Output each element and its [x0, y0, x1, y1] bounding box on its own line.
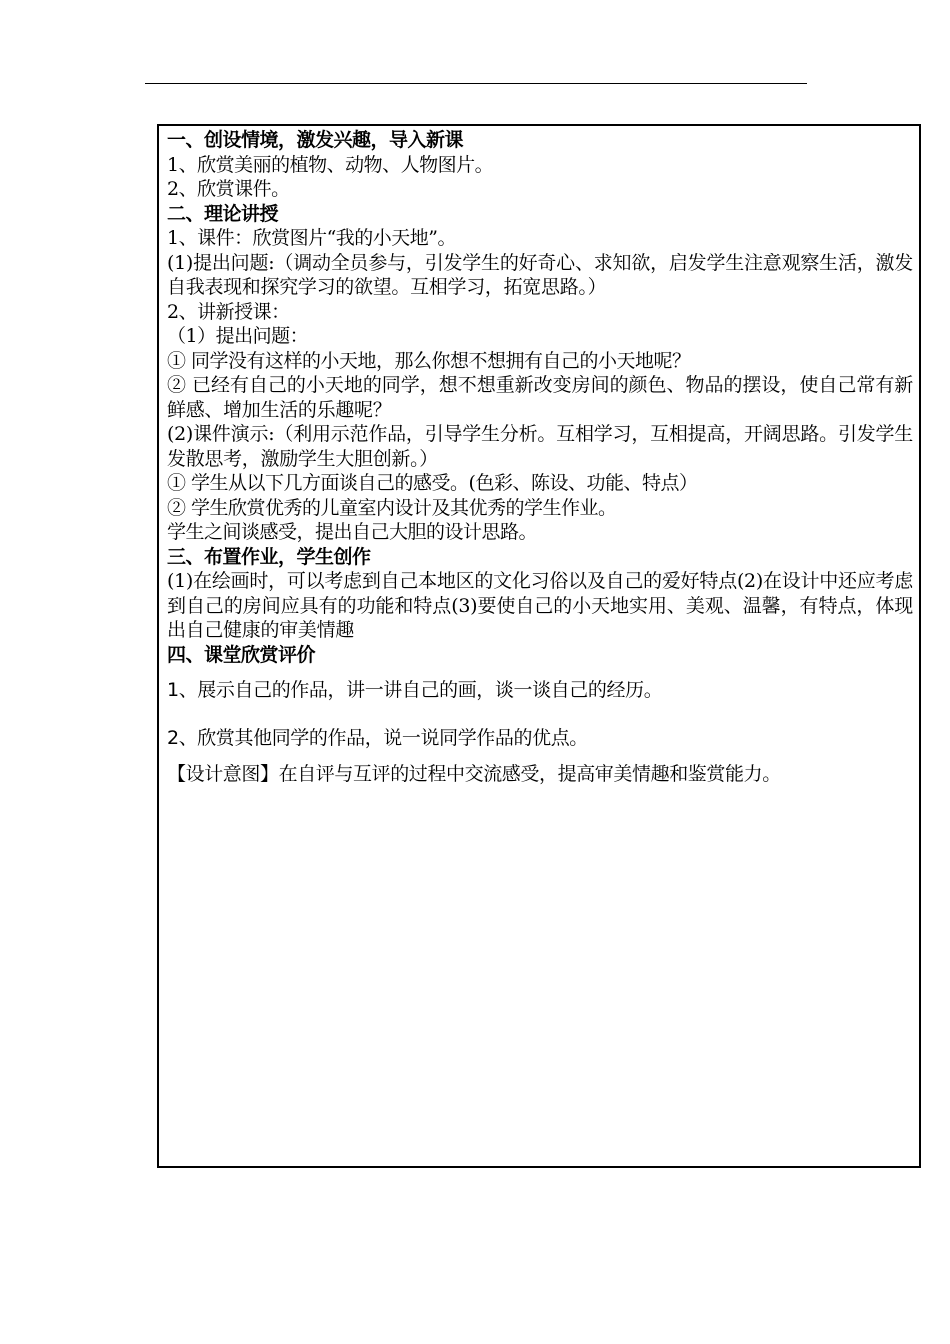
- section1-heading: 一、创设情境，激发兴趣，导入新课: [167, 129, 464, 151]
- section2-item-2-question: （1）提出问题：: [167, 325, 309, 347]
- section4-heading: 四、课堂欣赏评价: [167, 643, 316, 666]
- header-rule: [145, 83, 807, 84]
- section1-item-1: 1、欣赏美丽的植物、动物、人物图片。: [167, 153, 494, 176]
- demo-point-1: ① 学生从以下几方面谈自己的感受。(色彩、陈设、功能、特点）: [167, 472, 698, 494]
- section2-item-2: 2、讲新授课：: [167, 300, 290, 323]
- section2-heading: 二、理论讲授: [167, 202, 279, 225]
- evaluation-2: 2、欣赏其他同学的作品，说一说同学作品的优点。: [167, 727, 588, 749]
- section2-item-1-question: (1)提出问题:（调动全员参与，引发学生的好奇心、求知欲，启发学生注意观察生活，激发自我表现和探究学习的欲望。互相学习，拓宽思路。）: [167, 251, 913, 298]
- question-2: ② 已经有自己的小天地的同学，想不想重新改变房间的颜色、物品的摆设，使自己常有新鲜感、增加生活的乐趣呢？: [167, 374, 913, 421]
- lesson-plan-content: [167, 128, 913, 786]
- demo-point-2: ② 学生欣赏优秀的儿童室内设计及其优秀的学生作业。: [167, 496, 617, 519]
- evaluation-1: 1、展示自己的作品，讲一讲自己的画，谈一谈自己的经历。: [167, 679, 663, 701]
- question-1: ① 同学没有这样的小天地，那么你想不想拥有自己的小天地呢？: [167, 349, 691, 372]
- section3-body: (1)在绘画时，可以考虑到自己本地区的文化习俗以及自己的爱好特点(2)在设计中还应考虑到自己的房间应具有的功能和特点(3)要使自己的小天地实用、美观、温馨，有特点，体现出自己健康的审美情趣: [167, 570, 913, 641]
- courseware-demo: (2)课件演示:（利用示范作品，引导学生分析。互相学习，互相提高，开阔思路。引发学生发散思考，激励学生大胆创新。）: [167, 423, 913, 470]
- design-intent: 【设计意图】在自评与互评的过程中交流感受，提高审美情趣和鉴赏能力。: [167, 763, 781, 785]
- section2-item-1: 1、课件：欣赏图片“我的小天地”。: [167, 227, 457, 249]
- lesson-plan-box: [157, 124, 921, 1168]
- section1-item-2: 2、欣赏课件。: [167, 178, 290, 200]
- demo-point-3: 学生之间谈感受，提出自己大胆的设计思路。: [167, 521, 538, 543]
- section3-heading: 三、布置作业，学生创作: [167, 545, 371, 568]
